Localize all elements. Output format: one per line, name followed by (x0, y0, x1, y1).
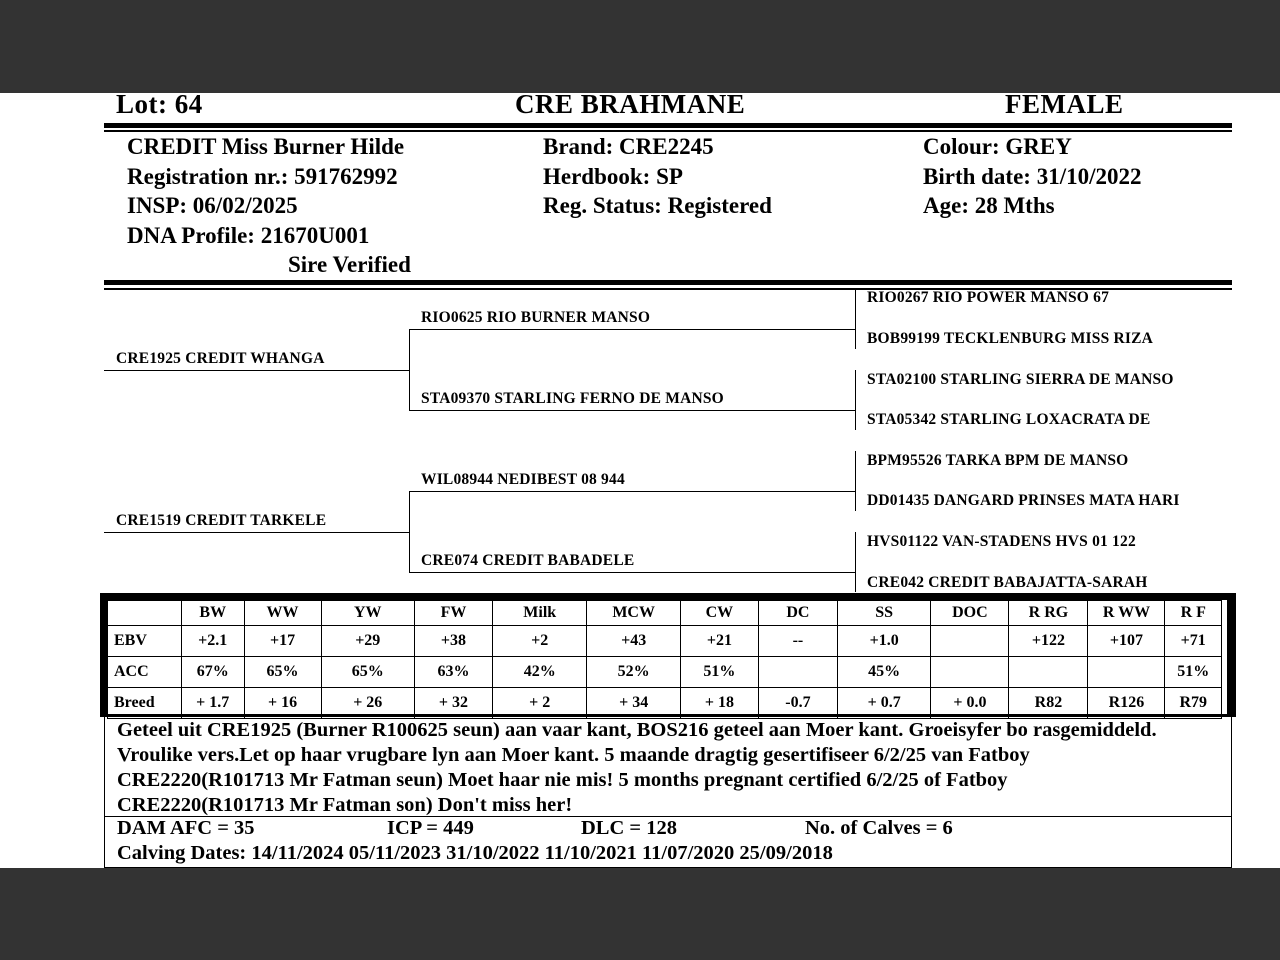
ebv-header-row (108, 601, 1222, 626)
ebv-header-cell: WW (244, 601, 321, 626)
info-column-left (127, 132, 411, 280)
ebv-header-cell: YW (321, 601, 414, 626)
ebv-header-cell: Milk (493, 601, 587, 626)
dna-profile: DNA Profile: 21670U001 (127, 222, 370, 248)
ebv-cell: +43 (587, 626, 680, 657)
ebv-cell: +71 (1165, 626, 1222, 657)
pedigree-gg-6: DD01435 DANGARD PRINSES MATA HARI (867, 492, 1180, 509)
breed-cell: + 0.0 (931, 688, 1009, 719)
acc-cell: 67% (181, 657, 244, 688)
ebv-header-cell: R RG (1009, 601, 1088, 626)
breed-cell: R82 (1009, 688, 1088, 719)
acc-row-label: ACC (108, 657, 182, 688)
lot-number: Lot: 64 (116, 93, 203, 119)
acc-cell: 65% (244, 657, 321, 688)
acc-cell: 65% (321, 657, 414, 688)
comment-line: Vroulike vers.Let op haar vrugbare lyn aan Moer kant. 5 maande dragtig gesertifiseer 6/2/25 van Fatboy (117, 744, 1030, 766)
acc-cell (1088, 657, 1165, 688)
ebv-row (108, 626, 1222, 657)
breed-cell: + 1.7 (181, 688, 244, 719)
sire-bracket (409, 329, 410, 411)
ebv-cell: +38 (414, 626, 492, 657)
sire-line (104, 370, 409, 371)
dam-line (104, 532, 409, 533)
header-divider-thick (104, 123, 1232, 128)
pedigree-gg-4: STA05342 STARLING LOXACRATA DE (867, 411, 1151, 428)
age: Age: 28 Mths (923, 193, 1055, 218)
pedigree-dam-dam: CRE074 CREDIT BABADELE (421, 552, 635, 569)
breed-row-label: Breed (108, 688, 182, 719)
brand: Brand: CRE2245 (543, 134, 714, 159)
ebv-header-cell: SS (837, 601, 930, 626)
gg-bracket-4 (855, 532, 856, 592)
calving-dates: Calving Dates: 14/11/2024 05/11/2023 31/10/2022 11/10/2021 11/07/2020 25/09/2018 (117, 842, 833, 864)
comment-line: CRE2220(R101713 Mr Fatman son) Don't miss her! (117, 794, 573, 816)
dam-bracket (409, 491, 410, 573)
ebv-cell (931, 626, 1009, 657)
ebv-cell: +2.1 (181, 626, 244, 657)
pedigree-sire: CRE1925 CREDIT WHANGA (116, 350, 325, 367)
pedigree-gg-3: STA02100 STARLING SIERRA DE MANSO (867, 371, 1174, 388)
dam-sire-line (409, 491, 855, 492)
breed-cell: + 34 (587, 688, 680, 719)
registration-number: Registration nr.: 591762992 (127, 163, 398, 189)
pedigree-gg-2: BOB99199 TECKLENBURG MISS RIZA (867, 330, 1154, 347)
animal-name: CREDIT Miss Burner Hilde (127, 134, 405, 159)
ebv-cell: -- (758, 626, 837, 657)
info-divider-thick (104, 280, 1232, 285)
acc-cell: 45% (837, 657, 930, 688)
ebv-cell: +29 (321, 626, 414, 657)
ebv-header-cell: R WW (1088, 601, 1165, 626)
acc-cell: 52% (587, 657, 680, 688)
gg-bracket-2 (855, 370, 856, 430)
pedigree-sire-sire: RIO0625 RIO BURNER MANSO (421, 309, 651, 326)
ebv-cell: +17 (244, 626, 321, 657)
ebv-table-frame (100, 593, 1236, 717)
pedigree-dam: CRE1519 CREDIT TARKELE (116, 512, 327, 529)
gg-bracket-1 (855, 289, 856, 349)
pedigree-gg-7: HVS01122 VAN-STADENS HVS 01 122 (867, 533, 1136, 550)
pedigree-gg-5: BPM95526 TARKA BPM DE MANSO (867, 452, 1129, 469)
dam-no-of-calves: No. of Calves = 6 (805, 817, 953, 839)
dam-stats-box (104, 816, 1232, 868)
ebv-header-cell: DOC (931, 601, 1009, 626)
ebv-header-cell: CW (680, 601, 758, 626)
acc-cell: 42% (493, 657, 587, 688)
comments-box (104, 717, 1232, 817)
breed-cell: + 16 (244, 688, 321, 719)
breed-row (108, 688, 1222, 719)
ebv-header-cell: R F (1165, 601, 1222, 626)
acc-row (108, 657, 1222, 688)
lot-sheet-page (0, 93, 1280, 868)
ebv-cell: +1.0 (837, 626, 930, 657)
gg-bracket-3 (855, 451, 856, 511)
comment-line: Geteel uit CRE1925 (Burner R100625 seun) aan vaar kant, BOS216 geteel aan Moer kant. Groeisyfer bo rasgemiddeld. (117, 719, 1157, 741)
breed-cell: -0.7 (758, 688, 837, 719)
ebv-cell: +122 (1009, 626, 1088, 657)
breed-cell: + 32 (414, 688, 492, 719)
pedigree-gg-1: RIO0267 RIO POWER MANSO 67 (867, 289, 1110, 306)
ebv-table (107, 600, 1222, 719)
ebv-cell: +2 (493, 626, 587, 657)
dam-dlc: DLC = 128 (581, 817, 677, 839)
acc-cell (931, 657, 1009, 688)
insp-date: INSP: 06/02/2025 (127, 193, 298, 218)
registration-status: Reg. Status: Registered (543, 193, 772, 218)
ebv-cell: +21 (680, 626, 758, 657)
breed-cell: + 26 (321, 688, 414, 719)
info-column-middle (543, 132, 772, 221)
viewer-top-bar (0, 0, 1280, 93)
birth-date: Birth date: 31/10/2022 (923, 163, 1142, 189)
dam-afc: DAM AFC = 35 (117, 817, 255, 839)
breed-cell: + 0.7 (837, 688, 930, 719)
ebv-row-label: EBV (108, 626, 182, 657)
dam-icp: ICP = 449 (387, 817, 474, 839)
breed-cell: + 2 (493, 688, 587, 719)
pedigree-gg-8: CRE042 CREDIT BABAJATTA-SARAH (867, 574, 1148, 591)
ebv-header-cell: FW (414, 601, 492, 626)
colour: Colour: GREY (923, 134, 1072, 159)
ebv-cell: +107 (1088, 626, 1165, 657)
dam-dam-line (409, 572, 855, 573)
acc-cell (1009, 657, 1088, 688)
sex-label: FEMALE (1005, 93, 1124, 119)
info-column-right (923, 132, 1142, 221)
acc-cell: 51% (1165, 657, 1222, 688)
sire-dam-line (409, 410, 855, 411)
acc-cell: 51% (680, 657, 758, 688)
pedigree-dam-sire: WIL08944 NEDIBEST 08 944 (421, 471, 625, 488)
breed-title: CRE BRAHMANE (515, 93, 746, 119)
comment-line: CRE2220(R101713 Mr Fatman seun) Moet haar nie mis! 5 months pregnant certified 6/2/25 of Fatboy (117, 769, 1008, 791)
herdbook: Herdbook: SP (543, 163, 683, 189)
ebv-header-cell: MCW (587, 601, 680, 626)
ebv-header-cell: BW (181, 601, 244, 626)
acc-cell: 63% (414, 657, 492, 688)
ebv-header-cell: DC (758, 601, 837, 626)
breed-cell: R79 (1165, 688, 1222, 719)
pedigree-sire-dam: STA09370 STARLING FERNO DE MANSO (421, 390, 724, 407)
sire-sire-line (409, 329, 855, 330)
breed-cell: R126 (1088, 688, 1165, 719)
breed-cell: + 18 (680, 688, 758, 719)
sire-verified: Sire Verified (288, 252, 411, 277)
ebv-header-cell (108, 601, 182, 626)
acc-cell (758, 657, 837, 688)
viewer-bottom-bar (0, 868, 1280, 960)
